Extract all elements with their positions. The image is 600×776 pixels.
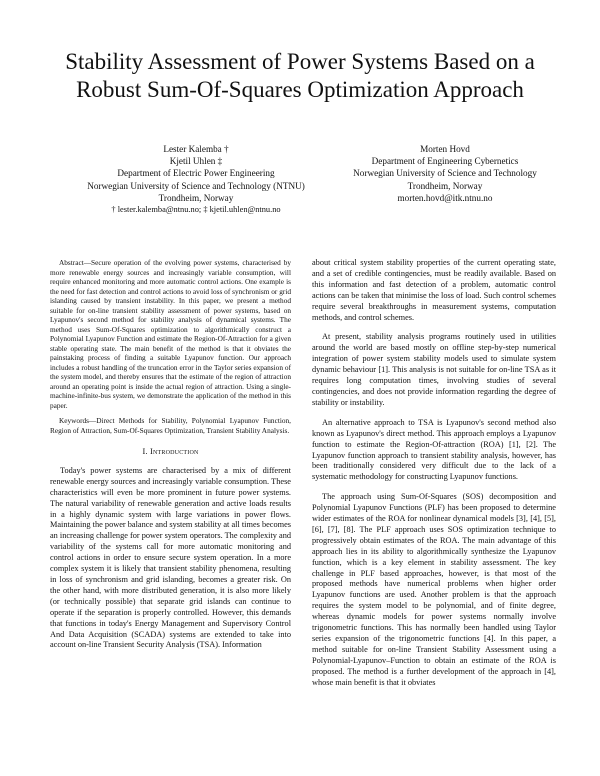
left-column [50, 258, 291, 651]
author-department-2: Department of Engineering Cybernetics [371, 156, 519, 167]
right-paragraph-2: At present, stability analysis programs routinely used in utilities around the world are based mostly on offline step-by-step numerical integration of power system stability models used to simulate system dynamic behaviour [1]. This analysis is not suitable for on-line TSA as it requires long computation times, involving studies of several contingencies, and does not provide information regarding the degree of stability or instability. [312, 332, 556, 407]
author-university: Norwegian University of Science and Technology (NTNU) [87, 180, 305, 191]
paper-title [40, 48, 560, 104]
author-name-3: Morten Hovd [420, 144, 470, 154]
abstract [50, 258, 291, 410]
author-name-2: Kjetil Uhlen ‡ [169, 156, 223, 167]
author-emails: † lester.kalemba@ntnu.no; ‡ kjetil.uhlen@ntnu.no [111, 205, 281, 215]
author-location-2: Trondheim, Norway [407, 180, 483, 191]
author-location: Trondheim, Norway [158, 192, 234, 203]
right-paragraph-1: about critical system stability properties of the current operating state, and a set of credible contingencies, must be readily available. Based on this information and fast detection of a problem, automatic control actions can be taken that minimise the loss of load. Such control schemes require several breakthroughs in measurement systems, computation methods, and control schemes. [312, 258, 556, 322]
intro-paragraph-1: Today's power systems are characterised by a mix of different renewable energy sources and increasingly variable consumption. These characteristics will even be more prominent in future power systems. The natural variability of renewable generation and active loads results in a highly dynamic system with large variations in power flows. Maintaining the power balance and system stability at all times becomes an increasing challenge for power system operators. The complexity and variability of the systems call for more automatic monitoring and control actions in order to ensure secure system operation. In a more complex system it is likely that transient stability phenomena, resulting in loss of synchronism and grid islanding, becomes a greater risk. On the other hand, with more distributed generation, it is also more likely (or technically possible) that separate grid islands can continue to operate if the separation is properly controlled. However, this demands that functions in today's Energy Management and Supervisory Control And Data Acquisition (SCADA) systems are extended to take into account on-line Transient Security Analysis (TSA). Information [50, 465, 291, 650]
right-paragraph-3: An alternative approach to TSA is Lyapunov's second method also known as Lyapunov's direct method. This approach employs a Lyapunov function to estimate the Region-Of-attraction (ROA) [1], [2]. The Lyapunov function approach to transient stability analysis, however, has been traditionally considered very difficult due to the lack of a systematic methodology for constructing Lyapunov functions. [312, 417, 556, 482]
abstract-text: Abstract—Secure operation of the evolving power systems, characterised by more renewable energy sources and increasingly variable consumption, will require enhanced monitoring and more automatic control actions. One example is the need for fast detection and control actions to avoid loss of synchronism or grid islanding caused by transient instability. In this paper, we present a method suitable for on-line transient stability assessment of power systems, based on Lyapunov's second method for stability analysis of dynamical systems. The method uses Sum-Of-Squares optimization to algorithmically construct a Polynomial Lyapunov Function and estimate the Region-Of-Attraction for a given stable operating state. The main benefit of the method is that it obviates the painstaking process of finding a suitable Lyapunov function. Our approach includes a robust handling of the truncation error in the Taylor series expansion of the system model, and thereby ensures that the estimate of the region of attraction around an operating point is inside the actual region of attraction. Using a single-machine-infinite-bus system, we demonstrate the application of the method in this paper. [50, 258, 291, 410]
title-line-2: Robust Sum-Of-Squares Optimization Approach [76, 77, 524, 102]
author-email-2: morten.hovd@itk.ntnu.no [397, 192, 493, 203]
author-department: Department of Electric Power Engineering [117, 168, 275, 179]
right-paragraph-4: The approach using Sum-Of-Squares (SOS) decomposition and Polynomial Lyapunov Functions (PLF) has been proposed to determine wider estimates of the ROA for nonlinear dynamical models [3], [4], [5], [6], [7], [8]. The PLF approach uses SOS optimization technique to progressively obtain estimates of the ROA. The main advantage of this approach lies in its ability to algorithmically synthesize the Lyapunov function, which is a key element in stability assessment. The key challenge in PLF based approaches, however, is that most of the proposed methods have numerical problems when higher order Lyapunov functions are used. Another problem is that the approach requires the system model to be polynomial, and of finite degree, whereas dynamic models for power systems normally involve trigonometric functions. This has normally been handled using Taylor series expansion of the trigonometric functions [4]. In this paper, a method suitable for on-line Transient Stability Assessment using a Polynomial-Lyapunov–Function to obtain an estimate of the ROA is proposed. The method is a further development of the approach in [4], whose main benefit is that it obviates [312, 492, 556, 687]
keywords [50, 416, 291, 435]
author-block-right [335, 143, 555, 204]
keywords-text: Keywords—Direct Methods for Stability, Polynomial Lyapunov Function, Region of Attraction, Sum-Of-Squares Optimization, Transient Stability Analysis. [50, 416, 291, 435]
section-heading-introduction: I. Introduction [142, 447, 199, 456]
author-university-2: Norwegian University of Science and Technology [353, 168, 537, 179]
title-line-1: Stability Assessment of Power Systems Based on a [65, 49, 535, 74]
introduction-body [50, 466, 291, 651]
author-name-1: Lester Kalemba † [163, 144, 229, 154]
author-block-left [40, 143, 352, 216]
right-column [312, 258, 556, 689]
